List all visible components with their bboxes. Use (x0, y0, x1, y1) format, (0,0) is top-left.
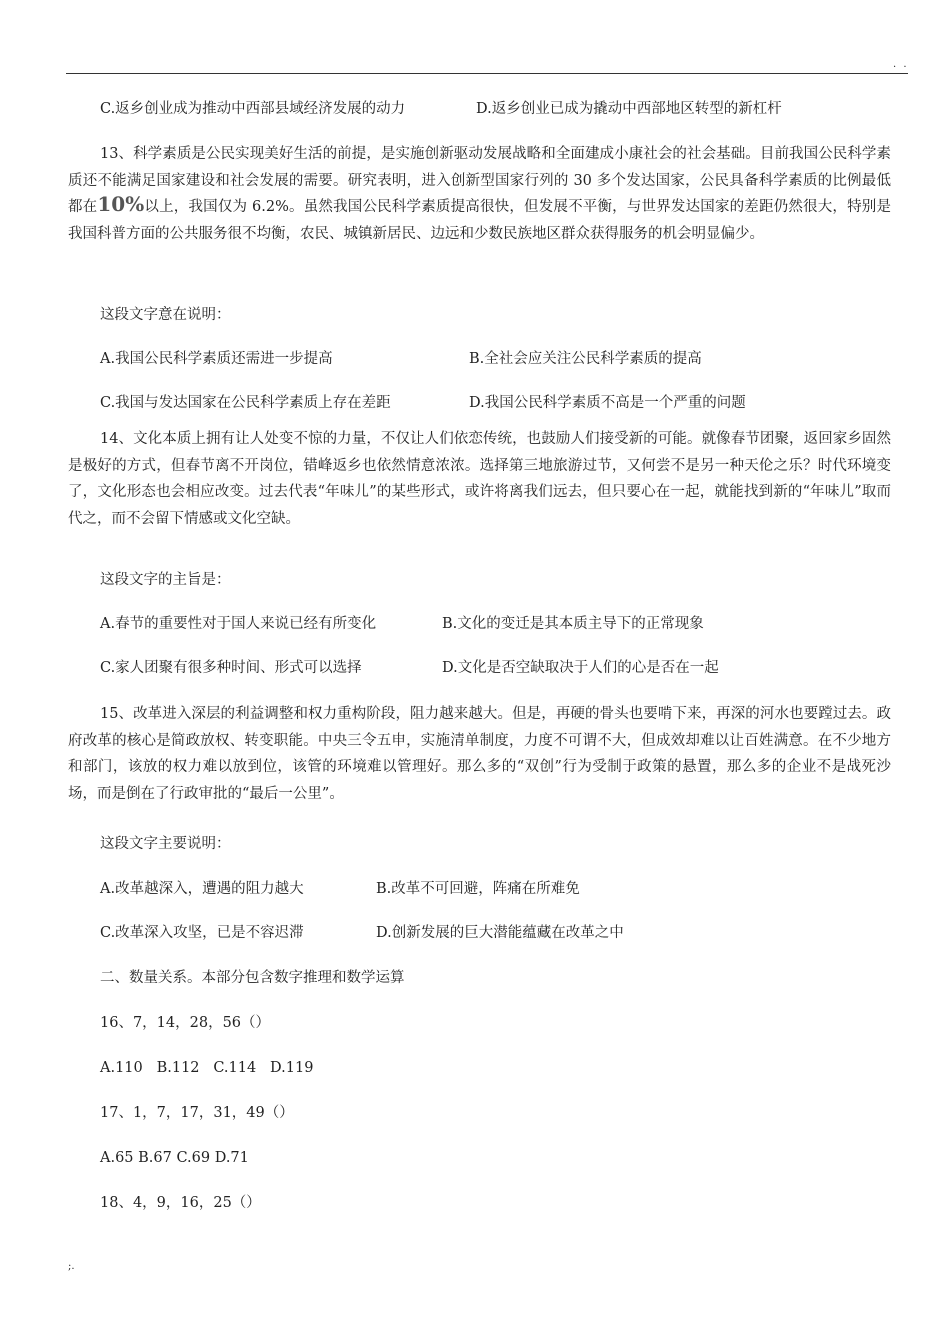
q14-option-d: D.文化是否空缺取决于人们的心是否在一起 (442, 660, 719, 676)
footer-corner-mark: ;. (68, 1261, 75, 1272)
q15-option-a: A.改革越深入，遭遇的阻力越大 (100, 881, 304, 897)
q13-prompt: 这段文字意在说明： (100, 307, 231, 323)
q16-options: A.110 B.112 C.114 D.119 (100, 1060, 314, 1076)
q13-option-b: B.全社会应关注公民科学素质的提高 (469, 351, 702, 367)
q12-options-cd (100, 99, 782, 119)
q13-passage (68, 141, 891, 248)
header-corner-mark: . . (893, 59, 909, 70)
header-rule (66, 73, 908, 74)
q15-option-d: D.创新发展的巨大潜能蕴藏在改革之中 (376, 925, 624, 941)
q14-option-a: A.春节的重要性对于国人来说已经有所变化 (100, 616, 377, 632)
q14-passage (68, 426, 891, 533)
q15-options-ab (100, 879, 580, 899)
section2-heading: 二、数量关系。本部分包含数字推理和数学运算 (100, 970, 405, 986)
q18-question: 18、4，9，16，25（） (100, 1195, 261, 1211)
q14-options-ab (100, 614, 704, 634)
q13-highlight-number: 10% (97, 192, 145, 217)
q14-text: 14、文化本质上拥有让人处变不惊的力量，不仅让人们依恋传统，也鼓励人们接受新的可能。就像春节团聚，返回家乡固然是极好的方式，但春节离不开岗位，错峰返乡也依然情意浓浓。选择第三地旅游过节，又何尝不是另一种天伦之乐？时代环境变了，文化形态也会相应改变。过去代表“年味儿”的某些形式，或许将离我们远去，但只要心在一起，就能找到新的“年味儿”取而代之，而不会留下情感或文化空缺。 (68, 431, 891, 528)
q15-prompt: 这段文字主要说明： (100, 836, 231, 852)
q17-question: 17、1，7，17，31，49（） (100, 1105, 294, 1121)
q13-options-ab (100, 349, 702, 369)
q14-option-b: B.文化的变迁是其本质主导下的正常现象 (442, 616, 704, 632)
q14-options-cd (100, 658, 719, 678)
q13-option-d: D.我国公民科学素质不高是一个严重的问题 (469, 395, 746, 411)
q12-option-c: C.返乡创业成为推动中西部县域经济发展的动力 (100, 101, 406, 117)
q13-option-c: C.我国与发达国家在公民科学素质上存在差距 (100, 395, 391, 411)
q14-option-c: C.家人团聚有很多种时间、形式可以选择 (100, 660, 362, 676)
q15-option-c: C.改革深入攻坚，已是不容迟滞 (100, 925, 304, 941)
q13-options-cd (100, 393, 746, 413)
q12-option-d: D.返乡创业已成为撬动中西部地区转型的新杠杆 (476, 101, 782, 117)
q13-option-a: A.我国公民科学素质还需进一步提高 (100, 351, 333, 367)
q17-options: A.65 B.67 C.69 D.71 (100, 1150, 249, 1166)
q15-options-cd (100, 923, 624, 943)
q16-question: 16、7，14，28，56（） (100, 1015, 271, 1031)
q14-prompt: 这段文字的主旨是： (100, 572, 231, 588)
q15-option-b: B.改革不可回避，阵痛在所难免 (376, 881, 580, 897)
q13-text-part1: 13、科学素质是公民实现美好生活的前提，是实施创新驱动发展战略和全面建成小康社会的社会基础。目前我国公民科学素质还不能满足国家建设和社会发展的需要。研究表明，进入创新型国家行列的 30 多个发达国家，公民具备科学素质的比例最低都在 (68, 146, 891, 216)
q15-text: 15、改革进入深层的利益调整和权力重构阶段，阻力越来越大。但是，再硬的骨头也要啃下来，再深的河水也要蹚过去。政府改革的核心是简政放权、转变职能。中央三令五申，实施清单制度，力度不可谓不大，但成效却难以让百姓满意。在不少地方和部门，该放的权力难以放到位，该管的环境难以管理好。那么多的“双创”行为受制于政策的悬置，那么多的企业不是战死沙场，而是倒在了行政审批的“最后一公里”。 (68, 706, 891, 803)
q15-passage (68, 701, 891, 808)
q13-text-part2: 以上，我国仅为 6.2%。虽然我国公民科学素质提高很快，但发展不平衡，与世界发达国家的差距仍然很大，特别是我国科普方面的公共服务很不均衡，农民、城镇新居民、边远和少数民族地区群众获得服务的机会明显偏少。 (68, 199, 891, 243)
